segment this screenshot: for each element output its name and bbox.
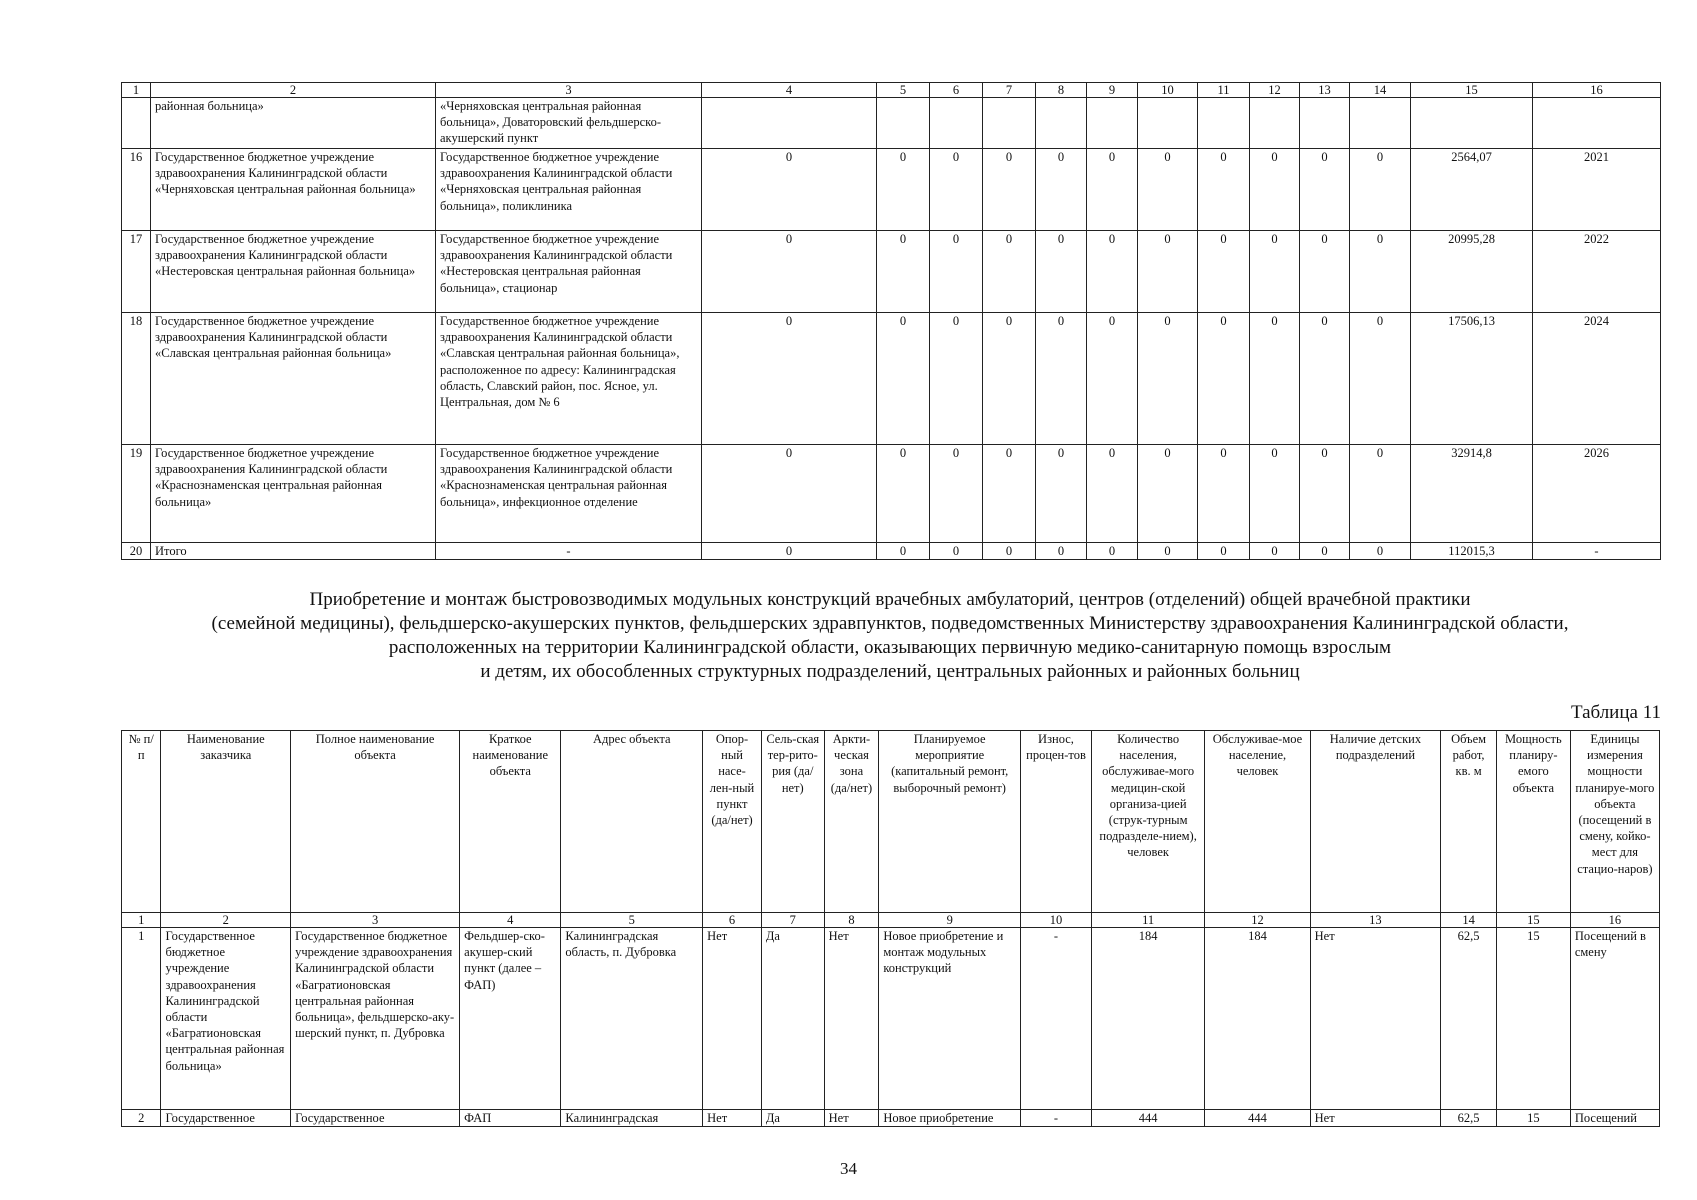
value-cell: 0 bbox=[877, 543, 930, 560]
customer-cell: районная больница» bbox=[151, 98, 436, 149]
col-number: 13 bbox=[1300, 83, 1350, 98]
header-cell: Наименование заказчика bbox=[161, 731, 291, 913]
col-number: 3 bbox=[436, 83, 702, 98]
value-cell: 0 bbox=[983, 231, 1036, 313]
value-cell: 0 bbox=[702, 231, 877, 313]
col-number: 16 bbox=[1533, 83, 1661, 98]
cost-cell: 17506,13 bbox=[1411, 313, 1533, 445]
object-full-cell: Государственное bbox=[291, 1110, 460, 1127]
value-cell: 0 bbox=[983, 543, 1036, 560]
row-number: 18 bbox=[122, 313, 151, 445]
modular-constructions-table bbox=[121, 730, 1660, 1127]
value-cell: 0 bbox=[1198, 149, 1250, 231]
header-cell: Количество населения, обслуживае-мого медицин-ской организа-цией (струк-турным подразделе-нием), человек bbox=[1091, 731, 1204, 913]
column-number-row bbox=[122, 83, 1661, 98]
volume-cell: 62,5 bbox=[1441, 1110, 1497, 1127]
col-number: 6 bbox=[703, 913, 762, 928]
col-number: 15 bbox=[1411, 83, 1533, 98]
table-label: Таблица 11 bbox=[1570, 702, 1661, 723]
year-cell: 2024 bbox=[1533, 313, 1661, 445]
population-cell: 444 bbox=[1091, 1110, 1204, 1127]
value-cell: 0 bbox=[1198, 543, 1250, 560]
header-cell: Объем работ, кв. м bbox=[1441, 731, 1497, 913]
col-number: 1 bbox=[122, 913, 161, 928]
support-cell: Нет bbox=[703, 1110, 762, 1127]
value-cell: 0 bbox=[1087, 445, 1138, 543]
header-cell: Адрес объекта bbox=[561, 731, 703, 913]
col-number: 12 bbox=[1205, 913, 1310, 928]
col-number: 14 bbox=[1350, 83, 1411, 98]
value-cell: 0 bbox=[1087, 313, 1138, 445]
object-cell: - bbox=[436, 543, 702, 560]
header-cell: Краткое наименование объекта bbox=[460, 731, 561, 913]
object-cell: Государственное бюджетное учреждение здравоохранения Калининградской области «Черняховская центральная районная больница», поликлиника bbox=[436, 149, 702, 231]
header-cell: Планируемое мероприятие (капитальный ремонт, выборочный ремонт) bbox=[879, 731, 1021, 913]
value-cell: 0 bbox=[1138, 313, 1198, 445]
table-row bbox=[122, 1110, 1660, 1127]
value-cell: 0 bbox=[930, 313, 983, 445]
table-row bbox=[122, 149, 1661, 231]
children-cell: Нет bbox=[1310, 1110, 1441, 1127]
value-cell: 0 bbox=[702, 313, 877, 445]
value-cell: 0 bbox=[1250, 445, 1300, 543]
object-cell: Государственное бюджетное учреждение здравоохранения Калининградской области «Нестеровская центральная районная больница», стационар bbox=[436, 231, 702, 313]
value-cell: 0 bbox=[1087, 543, 1138, 560]
cost-cell: 32914,8 bbox=[1411, 445, 1533, 543]
table-row bbox=[122, 231, 1661, 313]
value-cell: 0 bbox=[1198, 231, 1250, 313]
table-row bbox=[122, 445, 1661, 543]
units-cell: Посещений bbox=[1570, 1110, 1659, 1127]
header-row bbox=[122, 731, 1660, 913]
row-number: 2 bbox=[122, 1110, 161, 1127]
value-cell: 0 bbox=[930, 149, 983, 231]
value-cell: 0 bbox=[1138, 149, 1198, 231]
customer-cell: Государственное бюджетное учреждение здравоохранения Калининградской области «Нестеровская центральная районная больница» bbox=[151, 231, 436, 313]
address-cell: Калининградская bbox=[561, 1110, 703, 1127]
row-number bbox=[122, 98, 151, 149]
row-number: 17 bbox=[122, 231, 151, 313]
header-cell: Обслуживае-мое население, человек bbox=[1205, 731, 1310, 913]
capacity-cell: 15 bbox=[1496, 1110, 1570, 1127]
table-row bbox=[122, 313, 1661, 445]
heading-line: и детям, их обособленных структурных подразделений, центральных районных и районных больниц bbox=[480, 661, 1300, 682]
cost-cell: 20995,28 bbox=[1411, 231, 1533, 313]
col-number: 6 bbox=[930, 83, 983, 98]
col-number: 8 bbox=[824, 913, 879, 928]
value-cell: 0 bbox=[702, 445, 877, 543]
value-cell: 0 bbox=[877, 231, 930, 313]
value-cell: 0 bbox=[1350, 313, 1411, 445]
value-cell: 0 bbox=[1300, 149, 1350, 231]
header-cell: Единицы измерения мощности планируе-мого объекта (посещений в смену, койко-мест для стацио-наров) bbox=[1570, 731, 1659, 913]
header-cell: № п/п bbox=[122, 731, 161, 913]
served-cell: 184 bbox=[1205, 928, 1310, 1110]
value-cell: 0 bbox=[702, 543, 877, 560]
header-cell: Полное наименование объекта bbox=[291, 731, 460, 913]
capacity-cell: 15 bbox=[1496, 928, 1570, 1110]
col-number: 11 bbox=[1091, 913, 1204, 928]
col-number: 5 bbox=[877, 83, 930, 98]
value-cell: 0 bbox=[1138, 231, 1198, 313]
wear-cell: - bbox=[1021, 928, 1092, 1110]
value-cell: 0 bbox=[1250, 313, 1300, 445]
total-row bbox=[122, 543, 1661, 560]
row-number: 19 bbox=[122, 445, 151, 543]
table-row bbox=[122, 98, 1661, 149]
col-number: 11 bbox=[1198, 83, 1250, 98]
year-cell: 2022 bbox=[1533, 231, 1661, 313]
col-number: 15 bbox=[1496, 913, 1570, 928]
value-cell: 0 bbox=[877, 445, 930, 543]
arctic-cell: Нет bbox=[824, 928, 879, 1110]
col-number: 3 bbox=[291, 913, 460, 928]
customer-cell: Государственное бюджетное учреждение здравоохранения Калининградской области «Славская центральная районная больница» bbox=[151, 313, 436, 445]
wear-cell: - bbox=[1021, 1110, 1092, 1127]
rural-cell: Да bbox=[761, 1110, 824, 1127]
value-cell: 0 bbox=[930, 445, 983, 543]
col-number: 7 bbox=[761, 913, 824, 928]
object-cell: Государственное бюджетное учреждение здравоохранения Калининградской области «Краснознаменская центральная районная больница», инфекционное отделение bbox=[436, 445, 702, 543]
value-cell: 0 bbox=[877, 149, 930, 231]
value-cell: 0 bbox=[1300, 543, 1350, 560]
object-cell: Государственное бюджетное учреждение здравоохранения Калининградской области «Славская центральная районная больница», расположенное по адресу: Калининградская область, Славский район, пос. Ясное, ул. Центральная, дом № 6 bbox=[436, 313, 702, 445]
col-number: 10 bbox=[1138, 83, 1198, 98]
col-number: 13 bbox=[1310, 913, 1441, 928]
col-number: 2 bbox=[161, 913, 291, 928]
support-cell: Нет bbox=[703, 928, 762, 1110]
value-cell: 0 bbox=[1036, 313, 1087, 445]
col-number: 9 bbox=[1087, 83, 1138, 98]
value-cell: 0 bbox=[1138, 543, 1198, 560]
children-cell: Нет bbox=[1310, 928, 1441, 1110]
col-number: 2 bbox=[151, 83, 436, 98]
address-cell: Калининградская область, п. Дубровка bbox=[561, 928, 703, 1110]
units-cell: Посещений в смену bbox=[1570, 928, 1659, 1110]
rural-cell: Да bbox=[761, 928, 824, 1110]
value-cell: 0 bbox=[1300, 445, 1350, 543]
col-number: 12 bbox=[1250, 83, 1300, 98]
object-short-cell: Фельдшер-ско-акушер-ский пункт (далее – ФАП) bbox=[460, 928, 561, 1110]
cost-cell: 112015,3 bbox=[1411, 543, 1533, 560]
col-number: 7 bbox=[983, 83, 1036, 98]
row-number: 20 bbox=[122, 543, 151, 560]
header-cell: Наличие детских подразделений bbox=[1310, 731, 1441, 913]
object-cell: «Черняховская центральная районная больница», Доваторовский фельдшерско-акушерский пункт bbox=[436, 98, 702, 149]
year-cell: 2021 bbox=[1533, 149, 1661, 231]
value-cell: 0 bbox=[1138, 445, 1198, 543]
measure-cell: Новое приобретение bbox=[879, 1110, 1021, 1127]
col-number: 14 bbox=[1441, 913, 1497, 928]
table-row bbox=[122, 928, 1660, 1110]
heading-line: (семейной медицины), фельдшерско-акушерских пунктов, фельдшерских здравпунктов, подведомственных Министерству здравоохранения Калининградской области, bbox=[211, 613, 1569, 634]
page-number: 34 bbox=[840, 1159, 857, 1178]
value-cell: 0 bbox=[983, 313, 1036, 445]
value-cell: 0 bbox=[1198, 445, 1250, 543]
value-cell: 0 bbox=[983, 445, 1036, 543]
header-cell: Сель-ская тер-рито-рия (да/нет) bbox=[761, 731, 824, 913]
col-number: 8 bbox=[1036, 83, 1087, 98]
col-number: 4 bbox=[702, 83, 877, 98]
col-number: 4 bbox=[460, 913, 561, 928]
value-cell: 0 bbox=[1250, 149, 1300, 231]
row-number: 16 bbox=[122, 149, 151, 231]
object-short-cell: ФАП bbox=[460, 1110, 561, 1127]
arctic-cell: Нет bbox=[824, 1110, 879, 1127]
value-cell: 0 bbox=[930, 231, 983, 313]
col-number: 1 bbox=[122, 83, 151, 98]
value-cell: 0 bbox=[1250, 231, 1300, 313]
value-cell: 0 bbox=[983, 149, 1036, 231]
value-cell: 0 bbox=[1198, 313, 1250, 445]
value-cell: 0 bbox=[1350, 231, 1411, 313]
value-cell: 0 bbox=[1036, 445, 1087, 543]
customer-cell: Государственное бюджетное учреждение здравоохранения Калининградской области «Краснознаменская центральная районная больница» bbox=[151, 445, 436, 543]
col-number: 16 bbox=[1570, 913, 1659, 928]
col-number: 10 bbox=[1021, 913, 1092, 928]
col-number: 9 bbox=[879, 913, 1021, 928]
value-cell: 0 bbox=[1350, 543, 1411, 560]
value-cell: 0 bbox=[1087, 231, 1138, 313]
value-cell: 0 bbox=[1250, 543, 1300, 560]
column-number-row bbox=[122, 913, 1660, 928]
row-number: 1 bbox=[122, 928, 161, 1110]
value-cell: 0 bbox=[702, 149, 877, 231]
value-cell: 0 bbox=[1300, 231, 1350, 313]
section-heading bbox=[120, 588, 1660, 684]
value-cell: 0 bbox=[1350, 149, 1411, 231]
value-cell: 0 bbox=[1087, 149, 1138, 231]
customer-cell: Государственное bbox=[161, 1110, 291, 1127]
header-cell: Мощность планиру-емого объекта bbox=[1496, 731, 1570, 913]
year-cell: 2026 bbox=[1533, 445, 1661, 543]
value-cell: 0 bbox=[930, 543, 983, 560]
heading-line: Приобретение и монтаж быстровозводимых модульных конструкций врачебных амбулаторий, центров (отделений) общей врачебной практики bbox=[309, 589, 1471, 610]
cost-cell: 2564,07 bbox=[1411, 149, 1533, 231]
header-cell: Аркти-ческая зона (да/нет) bbox=[824, 731, 879, 913]
served-cell: 444 bbox=[1205, 1110, 1310, 1127]
volume-cell: 62,5 bbox=[1441, 928, 1497, 1110]
value-cell: 0 bbox=[1300, 313, 1350, 445]
col-number: 5 bbox=[561, 913, 703, 928]
value-cell: 0 bbox=[1036, 543, 1087, 560]
continuation-table bbox=[121, 82, 1661, 560]
customer-cell: Государственное бюджетное учреждение здравоохранения Калининградской области «Черняховская центральная районная больница» bbox=[151, 149, 436, 231]
heading-line: расположенных на территории Калининградской области, оказывающих первичную медико-санитарную помощь взрослым bbox=[388, 637, 1392, 658]
population-cell: 184 bbox=[1091, 928, 1204, 1110]
measure-cell: Новое приобретение и монтаж модульных конструкций bbox=[879, 928, 1021, 1110]
customer-cell: Государственное бюджетное учреждение здравоохранения Калининградской области «Багратионовская центральная районная больница» bbox=[161, 928, 291, 1110]
header-cell: Опор-ный насе-лен-ный пункт (да/нет) bbox=[703, 731, 762, 913]
value-cell: 0 bbox=[1350, 445, 1411, 543]
header-cell: Износ, процен-тов bbox=[1021, 731, 1092, 913]
object-full-cell: Государственное бюджетное учреждение здравоохранения Калининградской области «Багратионовская центральная районная больница», фельдшерско-аку-шерский пункт, п. Дубровка bbox=[291, 928, 460, 1110]
value-cell: 0 bbox=[877, 313, 930, 445]
value-cell: 0 bbox=[1036, 231, 1087, 313]
total-label: Итого bbox=[151, 543, 436, 560]
value-cell: 0 bbox=[1036, 149, 1087, 231]
year-cell: - bbox=[1533, 543, 1661, 560]
